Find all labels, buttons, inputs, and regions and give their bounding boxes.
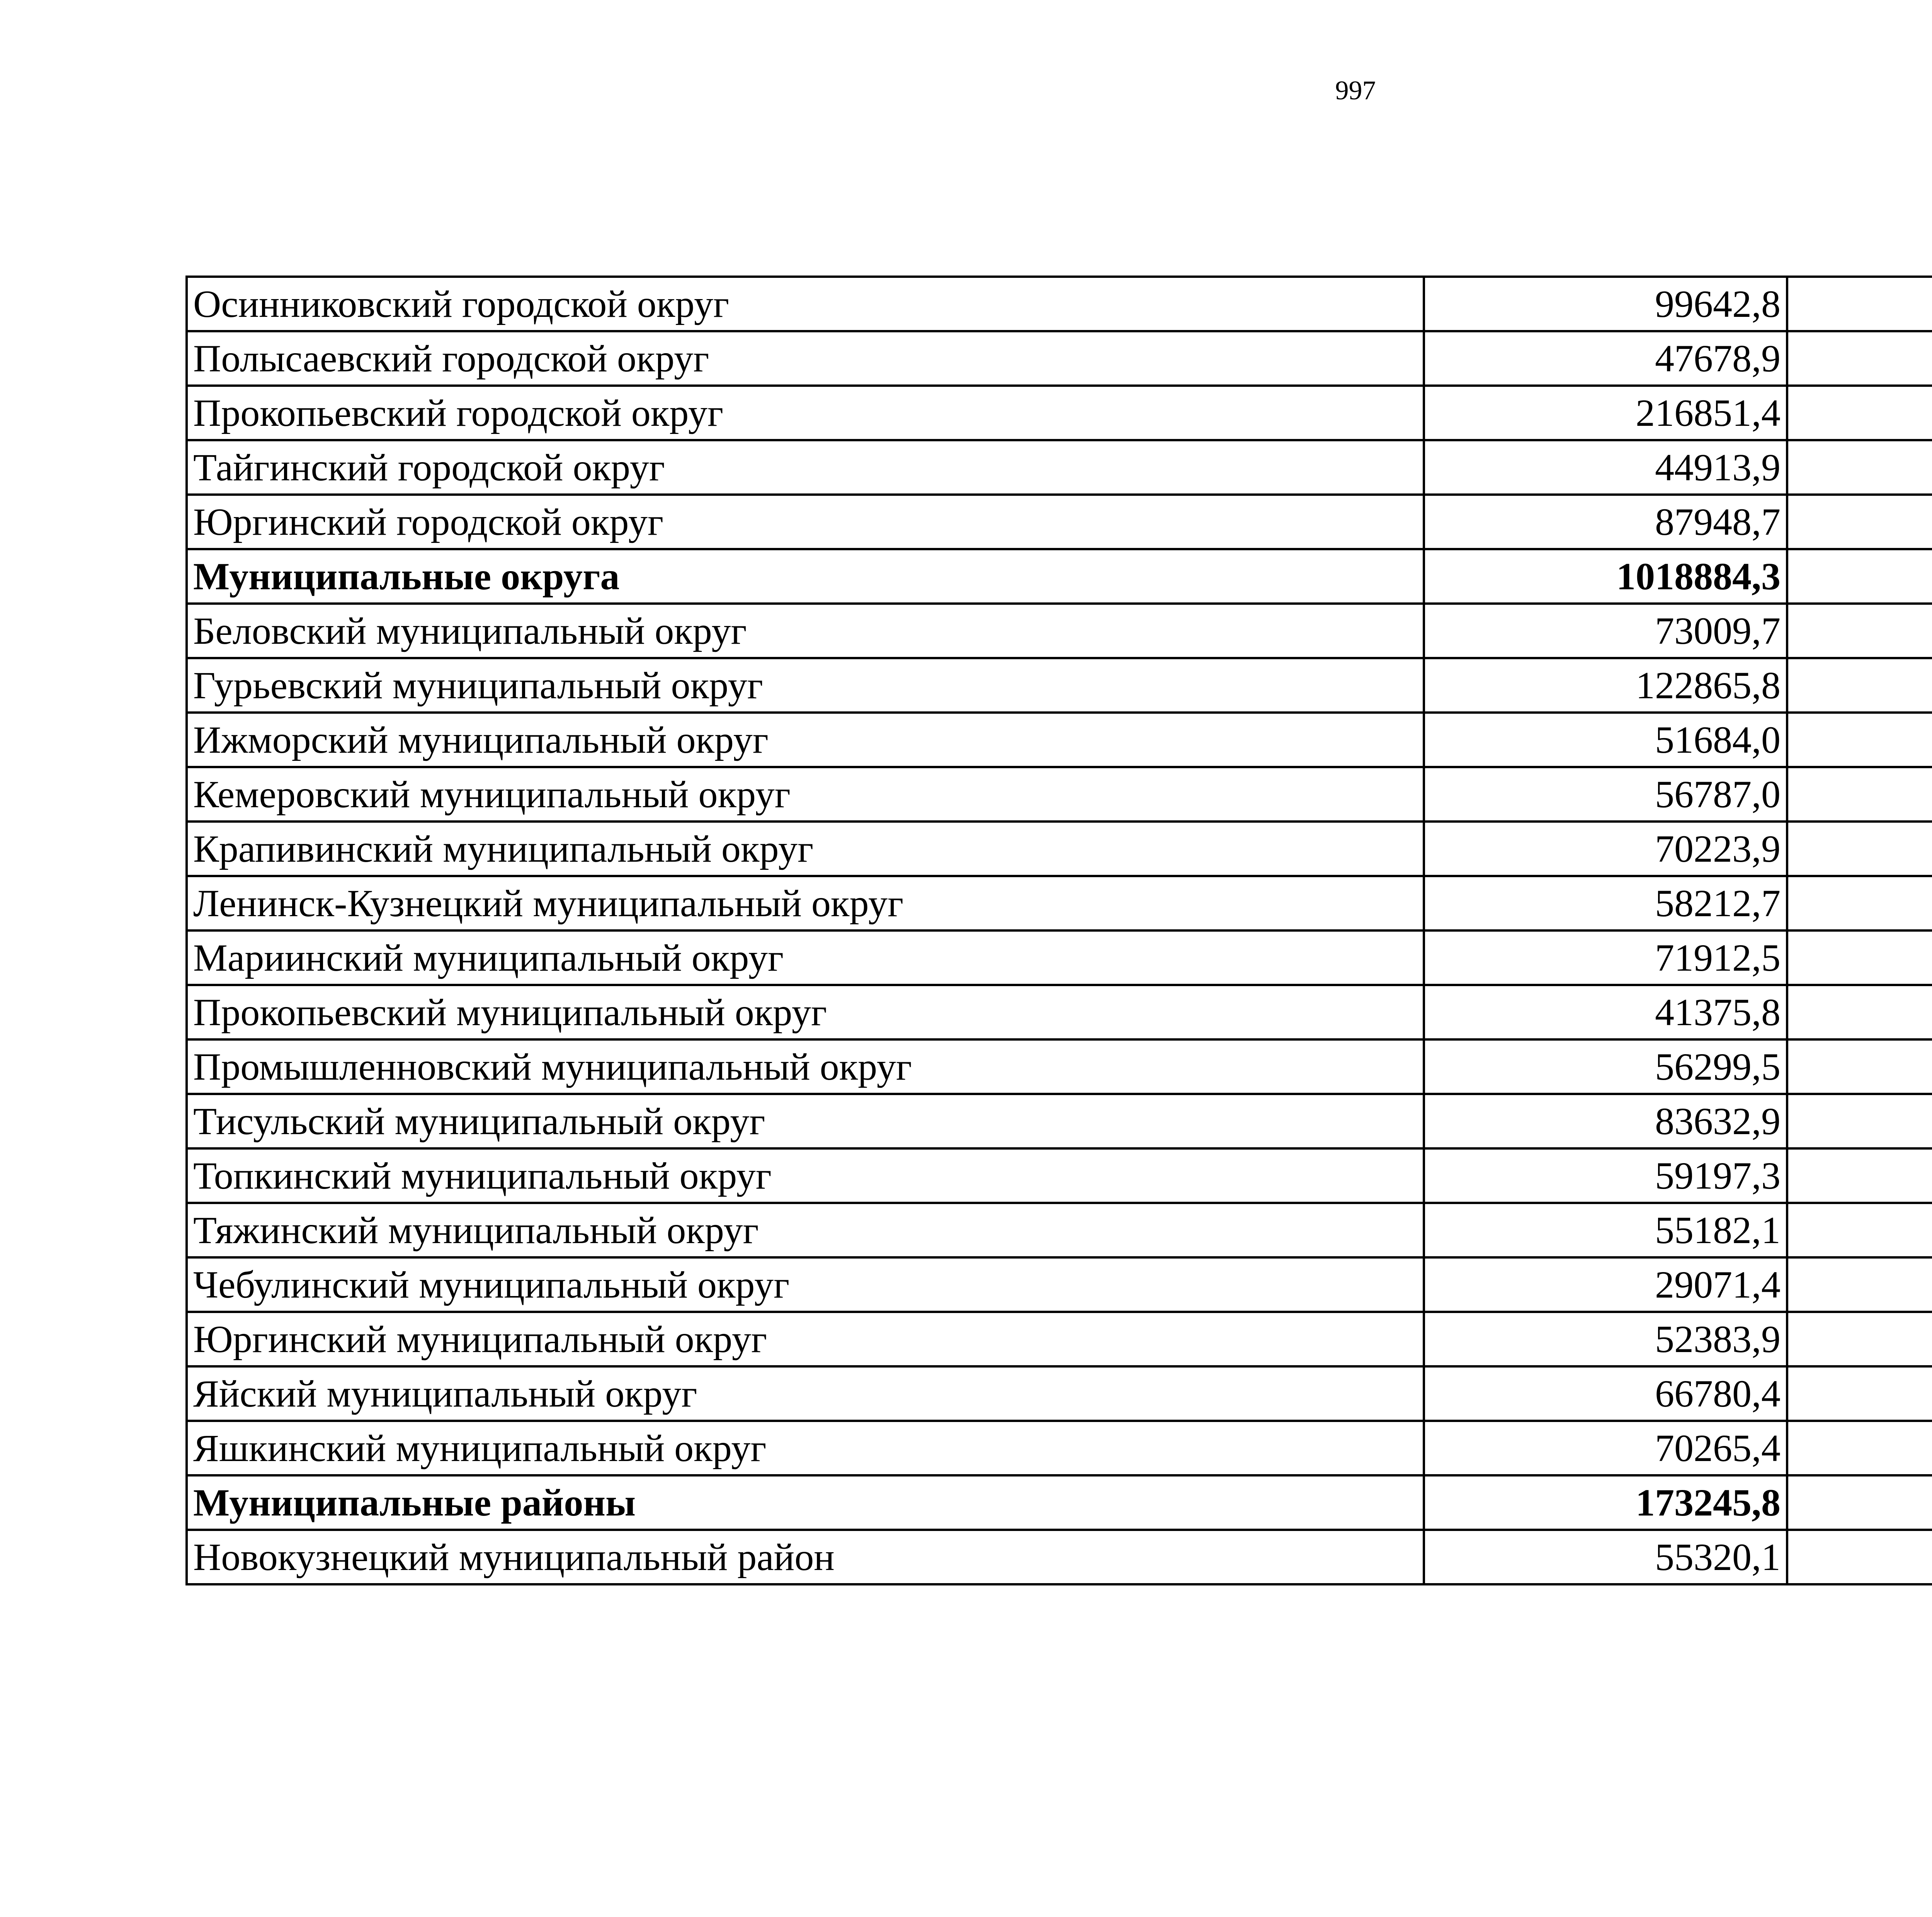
- table-row: [187, 658, 1932, 713]
- table-row: [187, 549, 1932, 604]
- page-number: 997: [1335, 76, 1376, 105]
- row-value-1-cell: 52383,9: [1424, 1312, 1787, 1366]
- row-value-1-cell: 1018884,3: [1424, 549, 1787, 604]
- row-value-2-cell: [1787, 495, 1932, 549]
- table-row: [187, 331, 1932, 386]
- row-value-1-cell: 44913,9: [1424, 440, 1787, 495]
- row-value-2-cell: [1787, 658, 1932, 713]
- row-value-1-cell: 29071,4: [1424, 1257, 1787, 1312]
- row-name-cell: Тяжинский муниципальный округ: [187, 1203, 1424, 1257]
- row-value-2-cell: [1787, 440, 1932, 495]
- row-value-1-cell: 99642,8: [1424, 277, 1787, 331]
- row-name-cell: Муниципальные районы: [187, 1475, 1424, 1530]
- row-value-1-cell: 70223,9: [1424, 822, 1787, 876]
- row-value-1-cell: 66780,4: [1424, 1366, 1787, 1421]
- row-value-2-cell: [1787, 604, 1932, 658]
- table-row: [187, 985, 1932, 1039]
- table-row: [187, 277, 1932, 331]
- row-name-cell: Гурьевский муниципальный округ: [187, 658, 1424, 713]
- row-name-cell: Яйский муниципальный округ: [187, 1366, 1424, 1421]
- table-body: [187, 277, 1932, 1584]
- row-value-1-cell: 122865,8: [1424, 658, 1787, 713]
- row-name-cell: Крапивинский муниципальный округ: [187, 822, 1424, 876]
- row-value-1-cell: 55320,1: [1424, 1530, 1787, 1584]
- row-value-1-cell: 173245,8: [1424, 1475, 1787, 1530]
- row-name-cell: Яшкинский муниципальный округ: [187, 1421, 1424, 1475]
- table-row: [187, 1530, 1932, 1584]
- row-name-cell: Прокопьевский городской округ: [187, 386, 1424, 440]
- row-value-1-cell: 59197,3: [1424, 1148, 1787, 1203]
- row-value-1-cell: 58212,7: [1424, 876, 1787, 930]
- row-name-cell: Чебулинский муниципальный округ: [187, 1257, 1424, 1312]
- row-name-cell: Кемеровский муниципальный округ: [187, 767, 1424, 822]
- row-value-2-cell: [1787, 1530, 1932, 1584]
- row-value-1-cell: 216851,4: [1424, 386, 1787, 440]
- row-name-cell: Полысаевский городской округ: [187, 331, 1424, 386]
- row-name-cell: Ижморский муниципальный округ: [187, 713, 1424, 767]
- row-value-2-cell: [1787, 713, 1932, 767]
- row-value-2-cell: [1787, 1312, 1932, 1366]
- row-value-1-cell: 83632,9: [1424, 1094, 1787, 1148]
- row-name-cell: Юргинский муниципальный округ: [187, 1312, 1424, 1366]
- table-row: [187, 1148, 1932, 1203]
- row-value-1-cell: 51684,0: [1424, 713, 1787, 767]
- row-name-cell: Осинниковский городской округ: [187, 277, 1424, 331]
- row-value-1-cell: 55182,1: [1424, 1203, 1787, 1257]
- table-row: [187, 1257, 1932, 1312]
- table-row: [187, 1366, 1932, 1421]
- row-value-1-cell: 73009,7: [1424, 604, 1787, 658]
- row-value-2-cell: [1787, 1257, 1932, 1312]
- table-row: [187, 876, 1932, 930]
- row-name-cell: Ленинск-Кузнецкий муниципальный округ: [187, 876, 1424, 930]
- row-name-cell: Тисульский муниципальный округ: [187, 1094, 1424, 1148]
- row-name-cell: Муниципальные округа: [187, 549, 1424, 604]
- table-row: [187, 822, 1932, 876]
- table-row: [187, 1203, 1932, 1257]
- row-name-cell: Промышленновский муниципальный округ: [187, 1039, 1424, 1094]
- row-value-2-cell: [1787, 549, 1932, 604]
- row-value-1-cell: 71912,5: [1424, 930, 1787, 985]
- table-row: [187, 1475, 1932, 1530]
- table-row: [187, 495, 1932, 549]
- row-value-2-cell: [1787, 1094, 1932, 1148]
- row-value-2-cell: [1787, 1039, 1932, 1094]
- row-value-2-cell: [1787, 767, 1932, 822]
- table-row: [187, 930, 1932, 985]
- row-value-2-cell: [1787, 985, 1932, 1039]
- row-value-2-cell: [1787, 331, 1932, 386]
- data-table: [185, 276, 1932, 1585]
- row-value-2-cell: [1787, 1475, 1932, 1530]
- row-value-2-cell: [1787, 1203, 1932, 1257]
- table-row: [187, 386, 1932, 440]
- row-name-cell: Мариинский муниципальный округ: [187, 930, 1424, 985]
- table-row: [187, 1094, 1932, 1148]
- row-name-cell: Топкинский муниципальный округ: [187, 1148, 1424, 1203]
- row-value-2-cell: [1787, 1148, 1932, 1203]
- table-row: [187, 604, 1932, 658]
- row-value-1-cell: 47678,9: [1424, 331, 1787, 386]
- row-value-2-cell: [1787, 277, 1932, 331]
- row-name-cell: Беловский муниципальный округ: [187, 604, 1424, 658]
- row-name-cell: Новокузнецкий муниципальный район: [187, 1530, 1424, 1584]
- row-value-2-cell: [1787, 876, 1932, 930]
- row-value-2-cell: [1787, 1366, 1932, 1421]
- row-value-2-cell: [1787, 1421, 1932, 1475]
- table-row: [187, 1312, 1932, 1366]
- row-value-2-cell: [1787, 822, 1932, 876]
- row-value-1-cell: 70265,4: [1424, 1421, 1787, 1475]
- table-row: [187, 1039, 1932, 1094]
- row-value-1-cell: 56787,0: [1424, 767, 1787, 822]
- table-row: [187, 767, 1932, 822]
- table-row: [187, 440, 1932, 495]
- row-name-cell: Юргинский городской округ: [187, 495, 1424, 549]
- row-name-cell: Тайгинский городской округ: [187, 440, 1424, 495]
- table-row: [187, 713, 1932, 767]
- row-value-1-cell: 56299,5: [1424, 1039, 1787, 1094]
- table-row: [187, 1421, 1932, 1475]
- row-name-cell: Прокопьевский муниципальный округ: [187, 985, 1424, 1039]
- row-value-2-cell: [1787, 386, 1932, 440]
- row-value-1-cell: 41375,8: [1424, 985, 1787, 1039]
- row-value-1-cell: 87948,7: [1424, 495, 1787, 549]
- row-value-2-cell: [1787, 930, 1932, 985]
